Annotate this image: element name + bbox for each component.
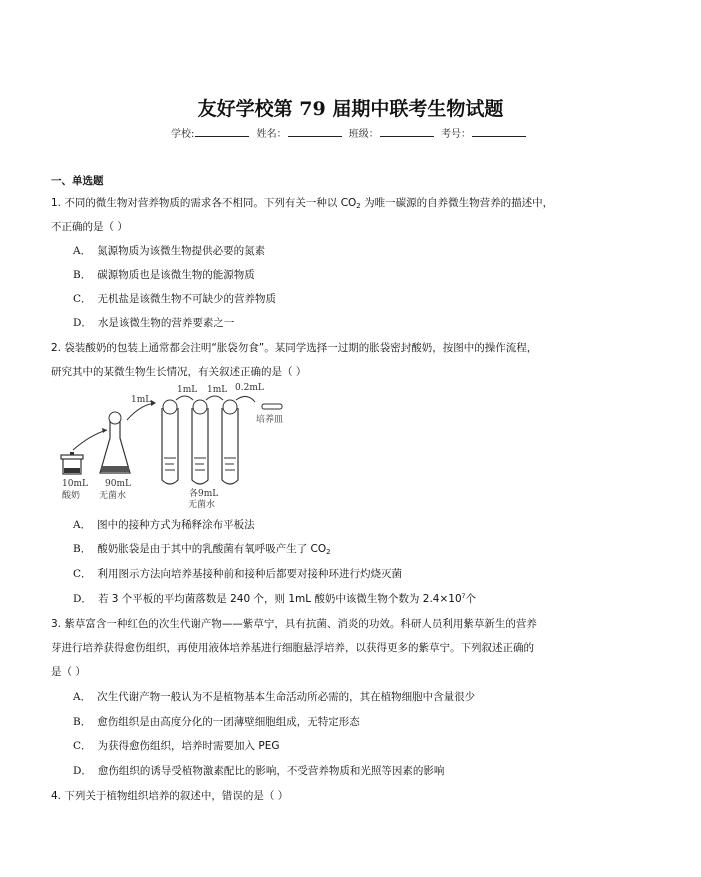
name-label: 姓名： [256, 129, 287, 140]
option-text: 图中的接种方式为稀释涂布平板法 [97, 519, 255, 531]
petri-dish-icon [262, 404, 282, 409]
option-text: 水是该微生物的营养要素之一 [97, 317, 235, 329]
name-field[interactable] [288, 127, 342, 137]
question-2-stem-line2: 研究其中的某微生物生长情况，有关叙述正确的是（ ） [51, 366, 307, 378]
transfer-4-label: 0.2mL [235, 383, 264, 393]
transfer-2-label: 1mL [177, 385, 198, 395]
transfer-3-label: 1mL [207, 385, 228, 395]
question-3-stem-line1: 3. 紫草富含一种红色的次生代谢产物——紫草宁，具有抗菌、消炎的功效。科研人员利用紫草新生的营养 [51, 618, 537, 630]
option-text: 愈伤组织是由高度分化的一团薄壁细胞组成，无特定形态 [97, 716, 360, 728]
q1-option-c[interactable] [73, 291, 276, 306]
question-3-stem-line3: 是（ ） [51, 666, 86, 678]
flask-icon [100, 412, 130, 473]
option-text: 氮源物质为该微生物提供必要的氮素 [97, 245, 266, 257]
option-text-tail: 个 [465, 593, 476, 605]
question-1-stem-line2: 不正确的是（ ） [51, 221, 128, 233]
option-letter: B． [73, 716, 92, 728]
exam-number-label: 考号： [440, 129, 471, 140]
option-letter: C． [73, 293, 92, 305]
yogurt-cup-icon [61, 452, 83, 474]
exam-title: 友好学校第 79 届期中联考生物试题 [197, 98, 504, 120]
q3-option-c[interactable] [73, 738, 280, 753]
school-field[interactable] [195, 127, 249, 137]
q1-text-a: 1. 不同的微生物对营养物质的需求各不相同。下列有关一种以 CO [51, 197, 357, 209]
option-letter: A． [73, 519, 92, 531]
class-field[interactable] [380, 127, 434, 137]
test-tube-2-icon [192, 400, 208, 484]
flask-water-label: 无菌水 [99, 491, 127, 501]
option-text: 无机盐是该微生物不可缺少的营养物质 [97, 293, 277, 305]
q1-subscript: 2 [356, 202, 361, 210]
option-text: 为获得愈伤组织，培养时需要加入 PEG [97, 740, 280, 752]
dish-label: 培养皿 [256, 415, 284, 425]
tubes-amount-label: 各9mL [189, 489, 219, 499]
yogurt-label: 酸奶 [62, 491, 81, 501]
exam-number-field[interactable] [472, 127, 526, 137]
question-4-stem-line1: 4. 下列关于植物组织培养的叙述中，错误的是（ ） [51, 790, 289, 802]
option-text: 利用图示方法向培养基接种前和接种后都要对接种环进行灼烧灭菌 [97, 568, 403, 580]
option-text: 碳源物质也是该微生物的能源物质 [97, 269, 255, 281]
option-letter: B． [73, 543, 92, 555]
q1-text-b: 为唯一碳源的自养微生物营养的描述中， [360, 197, 554, 209]
dilution-diagram [55, 380, 305, 510]
question-3-stem-line2: 芽进行培养获得愈伤组织，再使用液体培养基进行细胞悬浮培养，以获得更多的紫草宁。下列叙述正确的 [51, 642, 534, 654]
option-text: 酸奶胀袋是由于其中的乳酸菌有氧呼吸产生了 CO [97, 543, 327, 555]
student-info-row [0, 125, 701, 140]
option-letter: D． [73, 593, 92, 605]
option-text: 次生代谢产物一般认为不是植物基本生命活动所必需的，其在植物细胞中含量很少 [97, 691, 476, 703]
q1-option-d[interactable] [73, 315, 234, 330]
q2-option-b[interactable] [73, 541, 331, 556]
test-tube-3-icon [222, 400, 238, 484]
question-1-stem-line1 [51, 195, 553, 210]
flask-amount-label: 90mL [105, 479, 131, 489]
subscript: 2 [326, 548, 331, 556]
q3-option-d[interactable] [73, 763, 444, 778]
q2-option-c[interactable] [73, 566, 402, 581]
option-letter: D． [73, 317, 92, 329]
q1-option-b[interactable] [73, 267, 255, 282]
q3-option-b[interactable] [73, 714, 360, 729]
tubes-water-label: 无菌水 [188, 500, 216, 510]
section-heading: 一、单选题 [51, 175, 104, 187]
class-label: 班级： [348, 129, 379, 140]
q2-option-d[interactable] [73, 591, 476, 606]
option-letter: C． [73, 740, 92, 752]
option-letter: C． [73, 568, 92, 580]
q2-option-a[interactable] [73, 517, 255, 532]
option-letter: A． [73, 245, 92, 257]
question-2-stem-line1: 2. 袋装酸奶的包装上通常都会注明“胀袋勿食”。某同学选择一过期的胀袋密封酸奶，按图中的操作流程， [51, 342, 538, 354]
option-letter: B． [73, 269, 92, 281]
q1-option-a[interactable] [73, 243, 265, 258]
yogurt-amount-label: 10mL [62, 479, 88, 489]
school-label: 学校: [171, 129, 195, 140]
option-letter: A． [73, 691, 92, 703]
option-text: 若 3 个平板的平均菌落数是 240 个，则 1mL 酸奶中该微生物个数为 2.4×10 [97, 593, 462, 605]
option-text: 愈伤组织的诱导受植物激素配比的影响，不受营养物质和光照等因素的影响 [97, 765, 445, 777]
transfer-1-label: 1mL [131, 395, 152, 405]
q3-option-a[interactable] [73, 689, 475, 704]
test-tube-1-icon [162, 400, 178, 484]
option-letter: D． [73, 765, 92, 777]
superscript: 7 [461, 593, 466, 600]
